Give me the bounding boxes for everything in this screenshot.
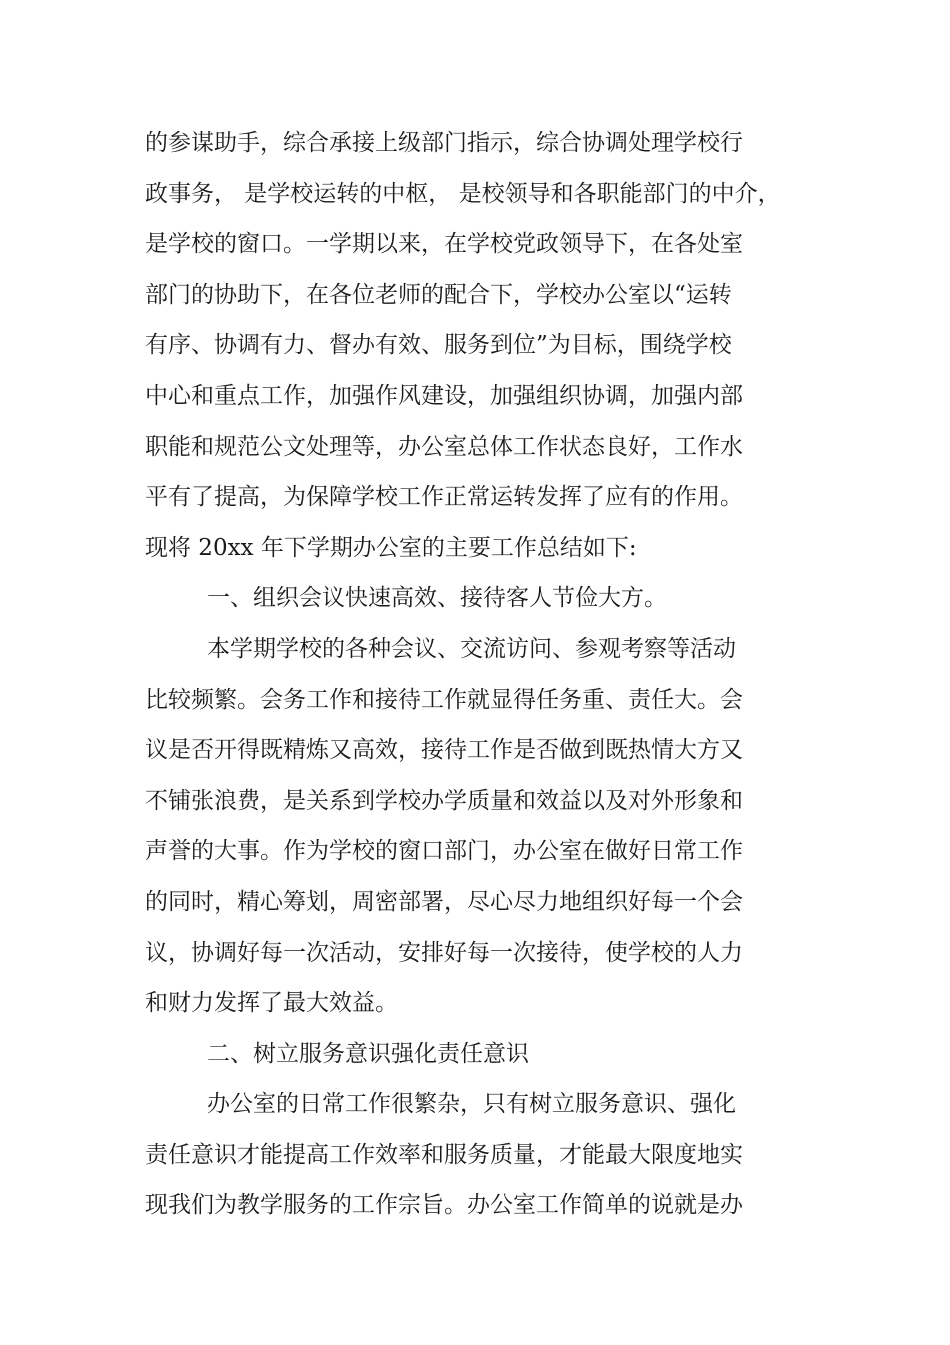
body-line: 的参谋助手，综合承接上级部门指示，综合协调处理学校行 [145, 130, 743, 156]
body-line: 议是否开得既精炼又高效，接待工作是否做到既热情大方又 [145, 737, 743, 764]
body-line: 部门的协助下，在各位老师的配合下，学校办公室以“运转 [145, 281, 732, 308]
body-line: 责任意识才能提高工作效率和服务质量，才能最大限度地实 [145, 1141, 743, 1168]
body-line: 政事务， 是学校运转的中枢， 是校领导和各职能部门的中介， [145, 180, 781, 207]
body-line: 的同时，精心筹划，周密部署，尽心尽力地组织好每一个会 [145, 888, 743, 915]
paragraph-start: 办公室的日常工作很繁杂，只有树立服务意识、强化 [207, 1091, 736, 1118]
body-line: 职能和规范公文处理等，办公室总体工作状态良好，工作水 [145, 433, 743, 460]
body-line: 议，协调好每一次活动，安排好每一次接待，使学校的人力 [145, 939, 743, 966]
body-line: 现我们为教学服务的工作宗旨。办公室工作简单的说就是办 [145, 1192, 743, 1219]
paragraph-start: 本学期学校的各种会议、交流访问、参观考察等活动 [207, 635, 736, 662]
body-line: 比较频繁。会务工作和接待工作就显得任务重、责任大。会 [145, 686, 743, 713]
body-line: 平有了提高，为保障学校工作正常运转发挥了应有的作用。 [145, 484, 743, 511]
document-body [145, 118, 785, 1231]
body-line: 有序、协调有力、督办有效、服务到位”为目标，围绕学校 [145, 332, 732, 359]
body-line: 和财力发挥了最大效益。 [145, 990, 398, 1017]
body-line: 声誉的大事。作为学校的窗口部门，办公室在做好日常工作 [145, 838, 743, 865]
body-line: 不铺张浪费，是关系到学校办学质量和效益以及对外形象和 [145, 787, 743, 814]
section-heading-2: 二、树立服务意识强化责任意识 [207, 1040, 529, 1067]
body-line: 是学校的窗口。一学期以来，在学校党政领导下，在各处室 [145, 231, 743, 258]
section-heading-1: 一、组织会议快速高效、接待客人节俭大方。 [207, 585, 667, 612]
body-line: 现将 20xx 年下学期办公室的主要工作总结如下: [145, 534, 637, 561]
body-line: 中心和重点工作，加强作风建设，加强组织协调，加强内部 [145, 382, 743, 409]
